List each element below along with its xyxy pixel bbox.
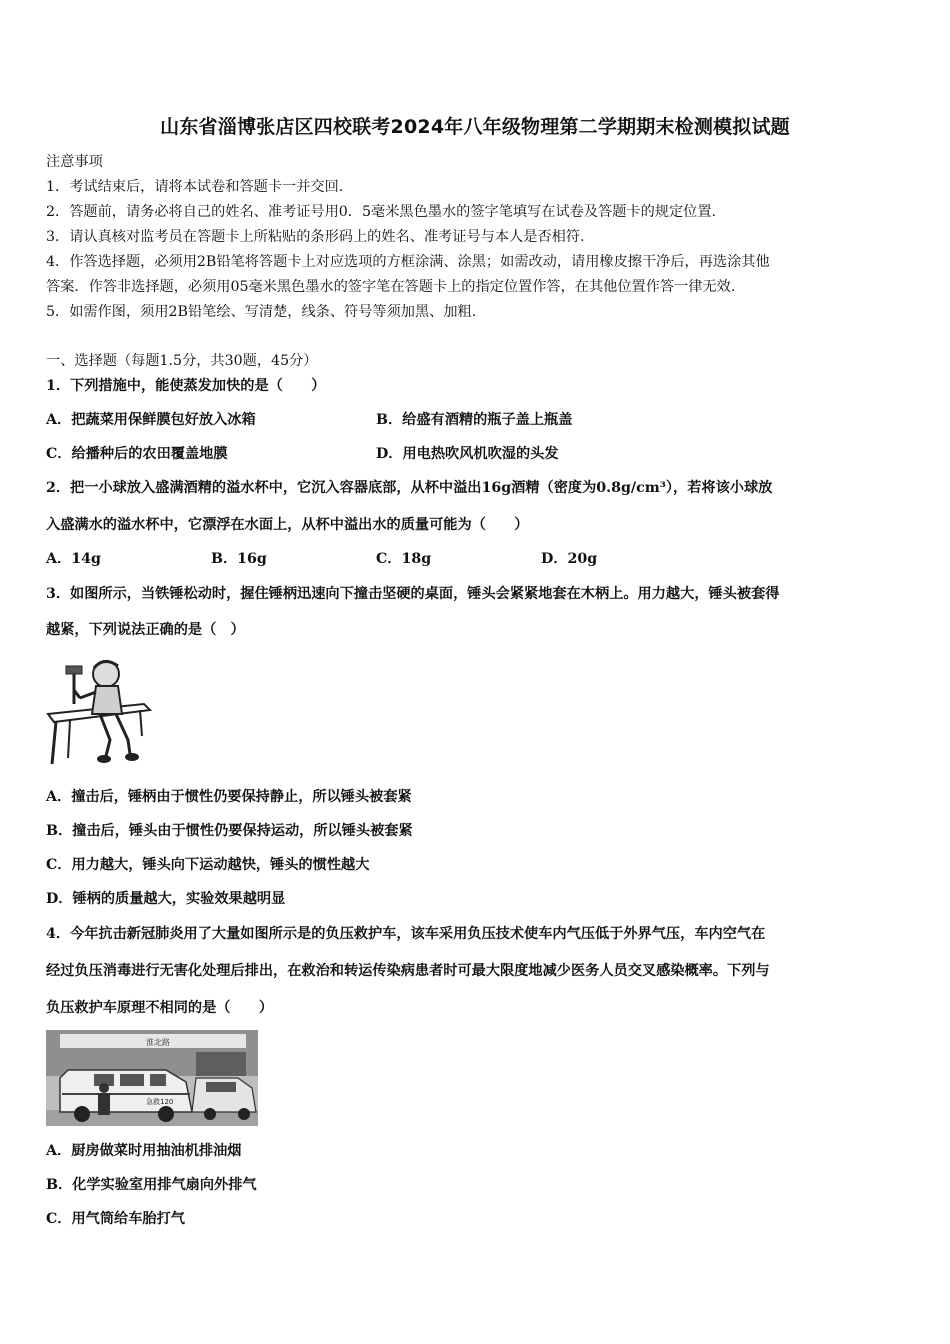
notice-item-3: 3．请认真核对监考员在答题卡上所粘贴的条形码上的姓名、准考证号与本人是否相符. bbox=[46, 229, 585, 245]
photo-plate-text: 急救120 bbox=[146, 1098, 174, 1106]
notice-item-1: 1．考试结束后，请将本试卷和答题卡一并交回. bbox=[46, 179, 344, 195]
hammer-figure bbox=[44, 652, 158, 772]
q1-option-a: A．把蔬菜用保鲜膜包好放入冰箱 bbox=[46, 412, 256, 428]
q3-option-a: A．撞击后，锤柄由于惯性仍要保持静止，所以锤头被套紧 bbox=[46, 789, 412, 805]
notice-heading: 注意事项 bbox=[46, 154, 103, 170]
section-heading: 一、选择题（每题1.5分，共30题，45分） bbox=[46, 353, 318, 369]
notice-item-2: 2．答题前，请务必将自己的姓名、准考证号用0．5毫米黑色墨水的签字笔填写在试卷及答题卡的规定位置. bbox=[46, 204, 717, 220]
q2-stem-line1: 2．把一小球放入盛满酒精的溢水杯中，它沉入容器底部，从杯中溢出16g酒精（密度为0.8g/cm³），若将该小球放 bbox=[46, 480, 773, 496]
ambulance-photo bbox=[46, 1030, 258, 1126]
notice-item-4-cont: 答案．作答非选择题，必须用05毫米黑色墨水的签字笔在答题卡上的指定位置作答，在其他位置作答一律无效. bbox=[46, 279, 736, 295]
q3-option-b: B．撞击后，锤头由于惯性仍要保持运动，所以锤头被套紧 bbox=[46, 823, 413, 839]
q4-option-c: C．用气筒给车胎打气 bbox=[46, 1211, 185, 1227]
q3-option-d: D．锤柄的质量越大，实验效果越明显 bbox=[46, 891, 286, 907]
q4-stem-line1: 4．今年抗击新冠肺炎用了大量如图所示是的负压救护车，该车采用负压技术使车内气压低于外界气压，车内空气在 bbox=[46, 926, 766, 942]
q4-option-b: B．化学实验室用排气扇向外排气 bbox=[46, 1177, 257, 1193]
q1-option-c: C．给播种后的农田覆盖地膜 bbox=[46, 446, 228, 462]
notice-item-5: 5．如需作图，须用2B铅笔绘、写清楚，线条、符号等须加黑、加粗. bbox=[46, 304, 477, 320]
photo-sign-text: 淮北路 bbox=[146, 1038, 170, 1047]
q3-option-c: C．用力越大，锤头向下运动越快，锤头的惯性越大 bbox=[46, 857, 370, 873]
q1-option-d: D．用电热吹风机吹湿的头发 bbox=[376, 446, 559, 462]
notice-item-4: 4．作答选择题，必须用2B铅笔将答题卡上对应选项的方框涂满、涂黑；如需改动，请用橡皮擦干净后，再选涂其他 bbox=[46, 254, 770, 270]
q3-stem-line2: 越紧，下列说法正确的是（ ） bbox=[46, 622, 245, 638]
q2-option-c: C．18g bbox=[376, 551, 432, 567]
q2-option-a: A．14g bbox=[46, 551, 101, 567]
q4-stem-line3: 负压救护车原理不相同的是（ ） bbox=[46, 1000, 274, 1016]
q4-option-a: A．厨房做菜时用抽油机排油烟 bbox=[46, 1143, 242, 1159]
q2-option-d: D．20g bbox=[541, 551, 598, 567]
q1-option-b: B．给盛有酒精的瓶子盖上瓶盖 bbox=[376, 412, 573, 428]
q2-option-b: B．16g bbox=[211, 551, 267, 567]
exam-title: 山东省淄博张店区四校联考2024年八年级物理第二学期期末检测模拟试题 bbox=[160, 116, 790, 138]
q4-stem-line2: 经过负压消毒进行无害化处理后排出，在救治和转运传染病患者时可最大限度地减少医务人员交叉感染概率。下列与 bbox=[46, 963, 770, 979]
q3-stem-line1: 3．如图所示，当铁锤松动时，握住锤柄迅速向下撞击坚硬的桌面，锤头会紧紧地套在木柄上。用力越大，锤头被套得 bbox=[46, 586, 780, 602]
q1-stem: 1．下列措施中，能使蒸发加快的是（ ） bbox=[46, 378, 326, 394]
q2-stem-line2: 入盛满水的溢水杯中，它漂浮在水面上，从杯中溢出水的质量可能为（ ） bbox=[46, 517, 529, 533]
